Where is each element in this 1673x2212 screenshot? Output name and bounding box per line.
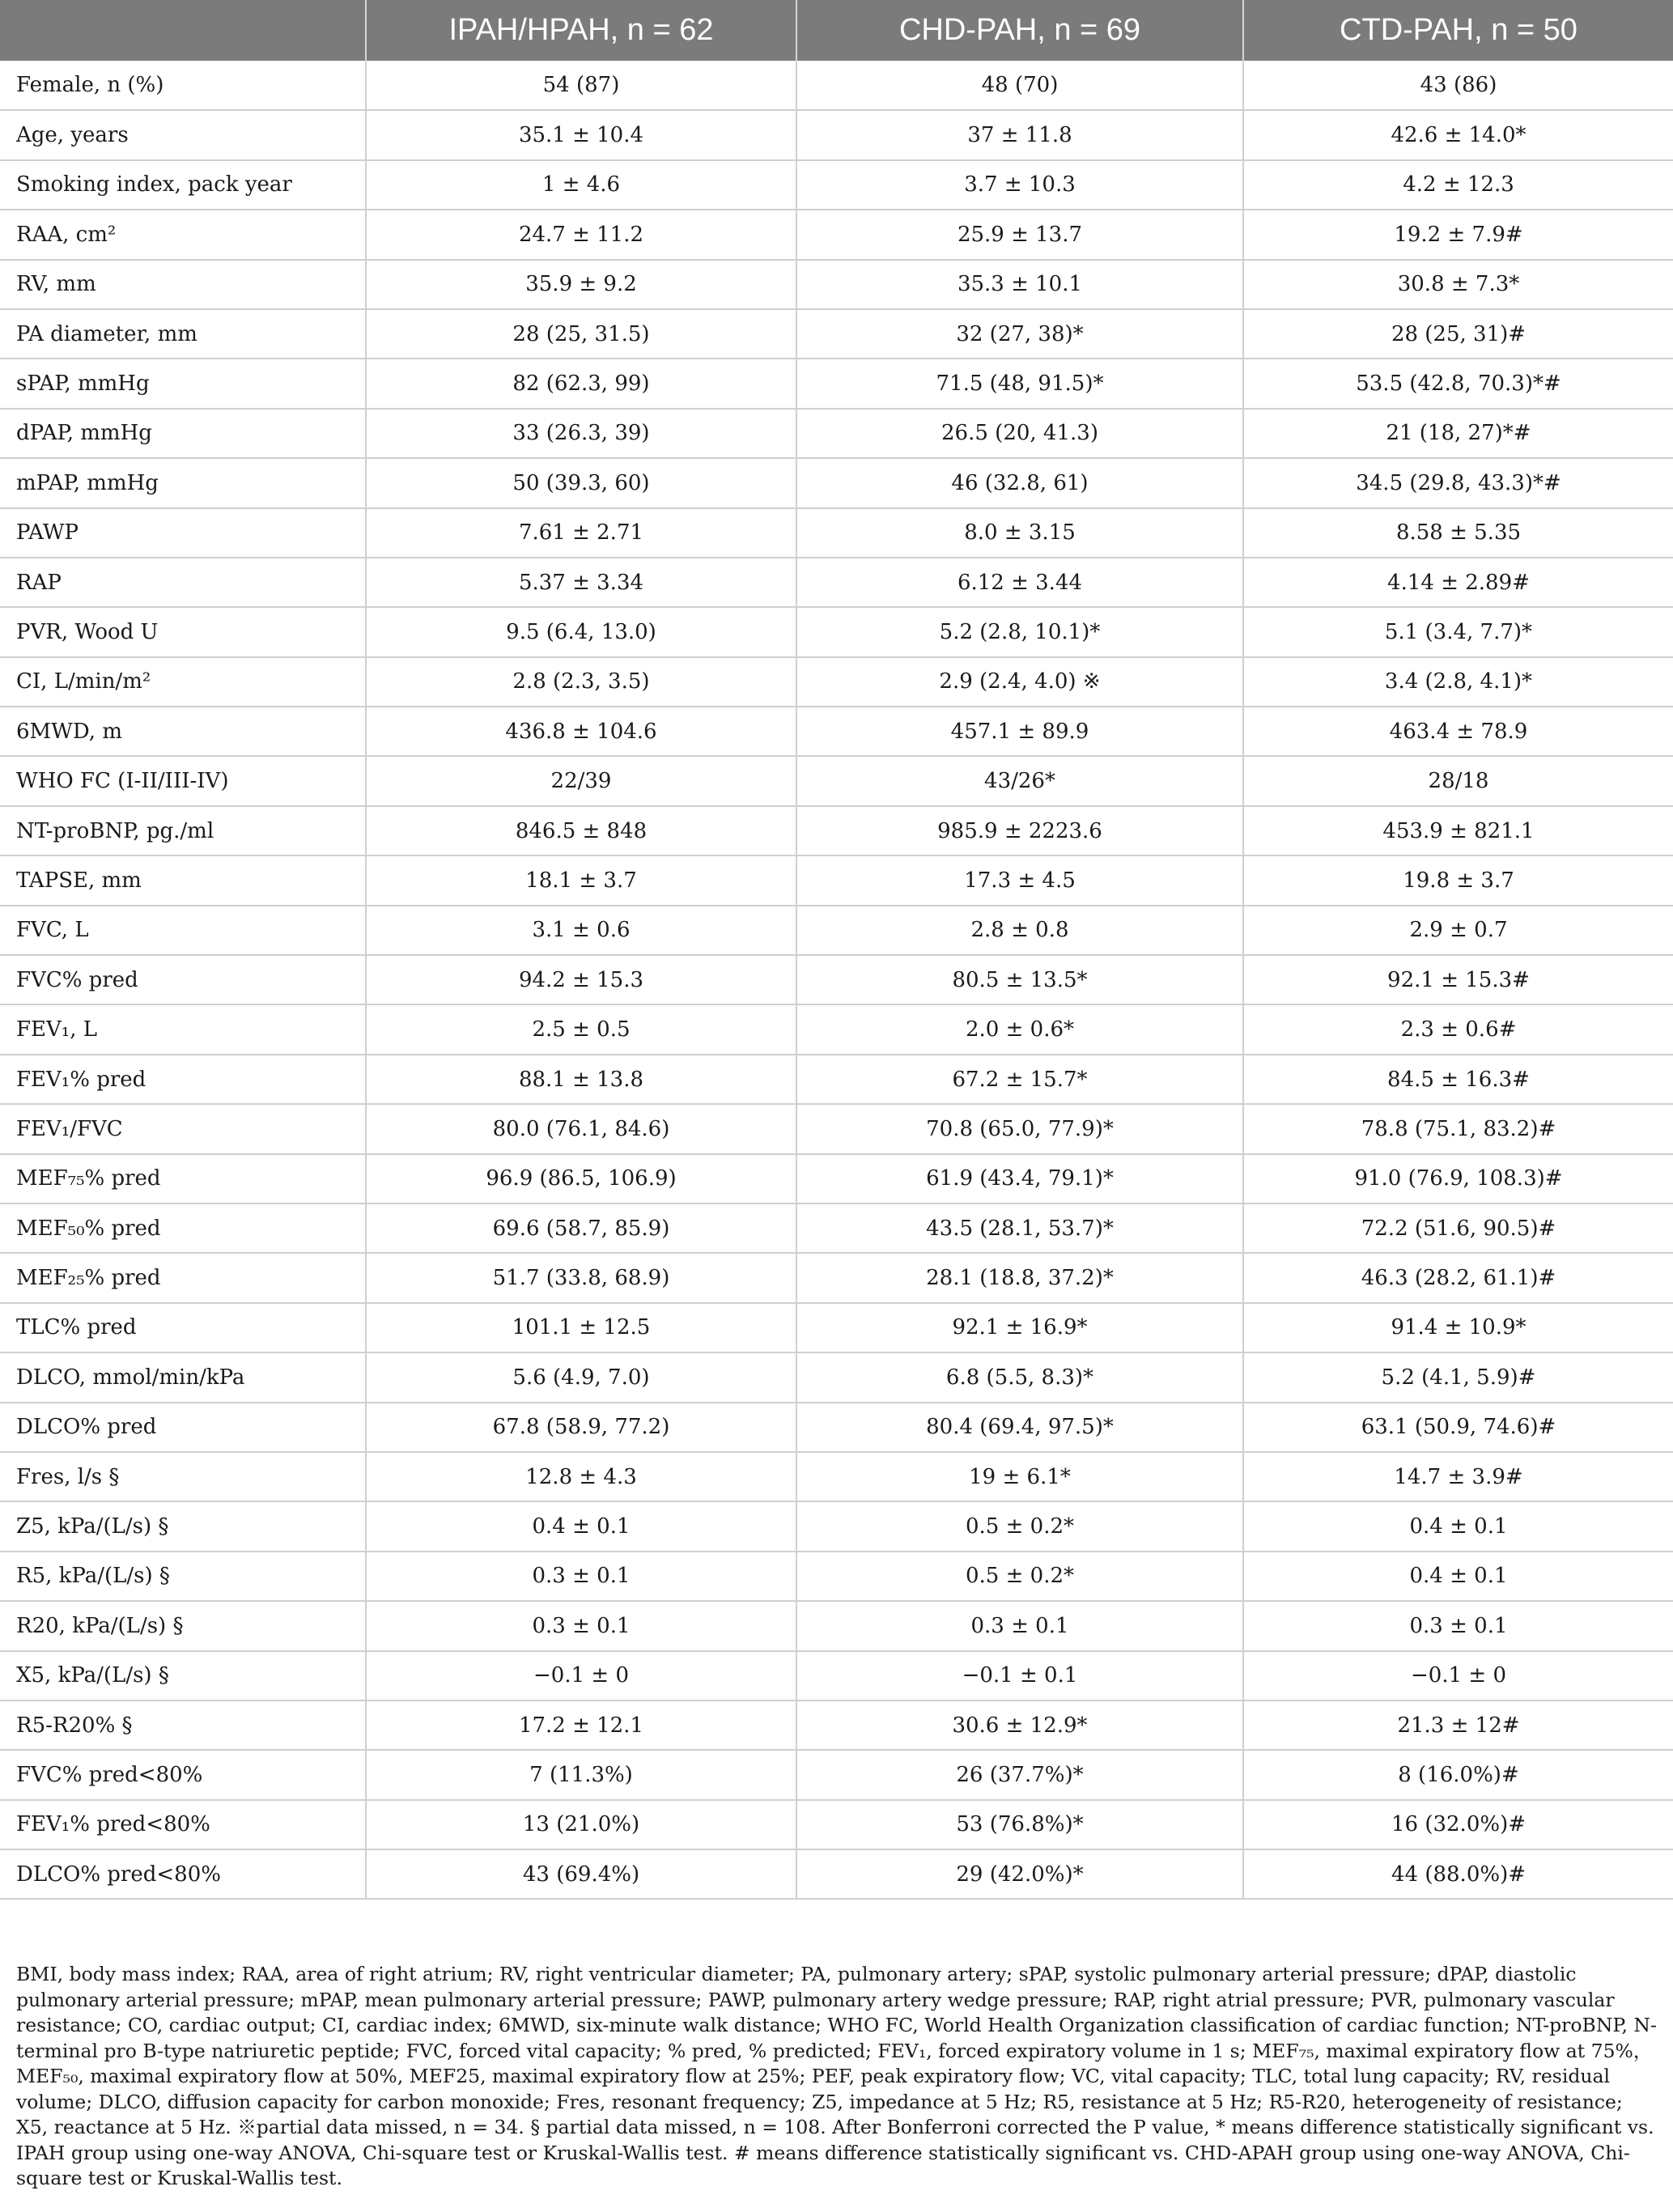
cell-ctd-pah: 19.2 ± 7.9# (1243, 210, 1673, 259)
table-row (0, 1303, 1673, 1352)
cell-ctd-pah: 84.5 ± 16.3# (1243, 1055, 1673, 1104)
cell-ipah-hpah: 5.6 (4.9, 7.0) (366, 1352, 796, 1402)
cell-ctd-pah: 44 (88.0%)# (1243, 1849, 1673, 1899)
cell-chd-pah: 80.5 ± 13.5* (796, 955, 1243, 1004)
row-label: DLCO% pred (0, 1403, 366, 1452)
cell-ctd-pah: 91.4 ± 10.9* (1243, 1303, 1673, 1352)
cell-ipah-hpah: 101.1 ± 12.5 (366, 1303, 796, 1352)
table-row (0, 1004, 1673, 1054)
cell-ipah-hpah: 846.5 ± 848 (366, 806, 796, 856)
row-label: TAPSE, mm (0, 856, 366, 905)
cell-ctd-pah: 46.3 (28.2, 61.1)# (1243, 1253, 1673, 1302)
cell-chd-pah: 30.6 ± 12.9* (796, 1700, 1243, 1750)
cell-ctd-pah: 14.7 ± 3.9# (1243, 1452, 1673, 1501)
table-row (0, 1700, 1673, 1750)
cell-chd-pah: 0.5 ± 0.2* (796, 1501, 1243, 1551)
cell-chd-pah: 67.2 ± 15.7* (796, 1055, 1243, 1104)
row-label: Age, years (0, 110, 366, 159)
row-label: FVC% pred<80% (0, 1750, 366, 1799)
cell-ctd-pah: 2.9 ± 0.7 (1243, 906, 1673, 955)
cell-ipah-hpah: 22/39 (366, 756, 796, 805)
table-row (0, 1800, 1673, 1849)
table-row (0, 458, 1673, 507)
row-label: CI, L/min/m² (0, 657, 366, 707)
cell-ctd-pah: 4.2 ± 12.3 (1243, 160, 1673, 210)
cell-ctd-pah: 0.4 ± 0.1 (1243, 1501, 1673, 1551)
cell-chd-pah: 35.3 ± 10.1 (796, 260, 1243, 309)
cell-chd-pah: 53 (76.8%)* (796, 1800, 1243, 1849)
cell-ipah-hpah: 13 (21.0%) (366, 1800, 796, 1849)
cell-chd-pah: 46 (32.8, 61) (796, 458, 1243, 507)
cell-chd-pah: 6.8 (5.5, 8.3)* (796, 1352, 1243, 1402)
cell-ipah-hpah: 5.37 ± 3.34 (366, 558, 796, 607)
table-row (0, 260, 1673, 309)
cell-ipah-hpah: 80.0 (76.1, 84.6) (366, 1104, 796, 1153)
row-label: Fres, l/s § (0, 1452, 366, 1501)
cell-ctd-pah: 30.8 ± 7.3* (1243, 260, 1673, 309)
cell-chd-pah: 92.1 ± 16.9* (796, 1303, 1243, 1352)
row-label: TLC% pred (0, 1303, 366, 1352)
cell-ipah-hpah: 43 (69.4%) (366, 1849, 796, 1899)
cell-ctd-pah: −0.1 ± 0 (1243, 1651, 1673, 1700)
cell-ipah-hpah: 33 (26.3, 39) (366, 409, 796, 458)
cell-ctd-pah: 28 (25, 31)# (1243, 309, 1673, 359)
row-label: MEF₅₀% pred (0, 1204, 366, 1253)
cell-ctd-pah: 2.3 ± 0.6# (1243, 1004, 1673, 1054)
row-label: X5, kPa/(L/s) § (0, 1651, 366, 1700)
table-row (0, 1154, 1673, 1204)
row-label: DLCO% pred<80% (0, 1849, 366, 1899)
row-label: NT-proBNP, pg./ml (0, 806, 366, 856)
cell-ctd-pah: 8 (16.0%)# (1243, 1750, 1673, 1799)
cell-chd-pah: 26 (37.7%)* (796, 1750, 1243, 1799)
cell-ipah-hpah: 3.1 ± 0.6 (366, 906, 796, 955)
cell-ipah-hpah: 24.7 ± 11.2 (366, 210, 796, 259)
cell-ctd-pah: 5.2 (4.1, 5.9)# (1243, 1352, 1673, 1402)
table-row (0, 657, 1673, 707)
cell-chd-pah: 26.5 (20, 41.3) (796, 409, 1243, 458)
table-row (0, 1403, 1673, 1452)
cell-chd-pah: 2.9 (2.4, 4.0) ※ (796, 657, 1243, 707)
row-label: RAA, cm² (0, 210, 366, 259)
row-label: FVC% pred (0, 955, 366, 1004)
cell-chd-pah: 2.8 ± 0.8 (796, 906, 1243, 955)
cell-ctd-pah: 453.9 ± 821.1 (1243, 806, 1673, 856)
header-ipah-hpah: IPAH/HPAH, n = 62 (366, 0, 796, 61)
table-row (0, 359, 1673, 408)
cell-ctd-pah: 92.1 ± 15.3# (1243, 955, 1673, 1004)
row-label: FEV₁/FVC (0, 1104, 366, 1153)
cell-ipah-hpah: 50 (39.3, 60) (366, 458, 796, 507)
cell-ctd-pah: 91.0 (76.9, 108.3)# (1243, 1154, 1673, 1204)
table-row (0, 707, 1673, 756)
table-row (0, 409, 1673, 458)
table-row (0, 607, 1673, 656)
cell-chd-pah: 25.9 ± 13.7 (796, 210, 1243, 259)
cell-chd-pah: 80.4 (69.4, 97.5)* (796, 1403, 1243, 1452)
row-label: MEF₂₅% pred (0, 1253, 366, 1302)
cell-ipah-hpah: 9.5 (6.4, 13.0) (366, 607, 796, 656)
row-label: MEF₇₅% pred (0, 1154, 366, 1204)
cell-chd-pah: 17.3 ± 4.5 (796, 856, 1243, 905)
cell-ipah-hpah: 2.8 (2.3, 3.5) (366, 657, 796, 707)
row-label: PA diameter, mm (0, 309, 366, 359)
row-label: FVC, L (0, 906, 366, 955)
header-row (0, 0, 1673, 61)
cell-ctd-pah: 78.8 (75.1, 83.2)# (1243, 1104, 1673, 1153)
cell-chd-pah: 28.1 (18.8, 37.2)* (796, 1253, 1243, 1302)
table-row (0, 61, 1673, 110)
cell-ipah-hpah: 54 (87) (366, 61, 796, 110)
table-row (0, 1452, 1673, 1501)
row-label: sPAP, mmHg (0, 359, 366, 408)
cell-ctd-pah: 16 (32.0%)# (1243, 1800, 1673, 1849)
cell-chd-pah: 5.2 (2.8, 10.1)* (796, 607, 1243, 656)
table-row (0, 1352, 1673, 1402)
cell-ctd-pah: 43 (86) (1243, 61, 1673, 110)
cell-chd-pah: 43/26* (796, 756, 1243, 805)
row-label: FEV₁, L (0, 1004, 366, 1054)
cell-chd-pah: 3.7 ± 10.3 (796, 160, 1243, 210)
cell-ctd-pah: 3.4 (2.8, 4.1)* (1243, 657, 1673, 707)
row-label: 6MWD, m (0, 707, 366, 756)
cell-chd-pah: 6.12 ± 3.44 (796, 558, 1243, 607)
cell-ipah-hpah: 12.8 ± 4.3 (366, 1452, 796, 1501)
row-label: RV, mm (0, 260, 366, 309)
cell-ctd-pah: 21.3 ± 12# (1243, 1700, 1673, 1750)
cell-ctd-pah: 34.5 (29.8, 43.3)*# (1243, 458, 1673, 507)
cell-ctd-pah: 72.2 (51.6, 90.5)# (1243, 1204, 1673, 1253)
cell-ipah-hpah: 0.3 ± 0.1 (366, 1552, 796, 1601)
row-label: PVR, Wood U (0, 607, 366, 656)
cell-chd-pah: 61.9 (43.4, 79.1)* (796, 1154, 1243, 1204)
cell-ctd-pah: 8.58 ± 5.35 (1243, 508, 1673, 558)
row-label: RAP (0, 558, 366, 607)
row-label: R5, kPa/(L/s) § (0, 1552, 366, 1601)
table-row (0, 309, 1673, 359)
cell-ipah-hpah: 67.8 (58.9, 77.2) (366, 1403, 796, 1452)
table-row (0, 955, 1673, 1004)
cell-ipah-hpah: 2.5 ± 0.5 (366, 1004, 796, 1054)
table-row (0, 1849, 1673, 1899)
cell-chd-pah: 8.0 ± 3.15 (796, 508, 1243, 558)
cell-ctd-pah: 5.1 (3.4, 7.7)* (1243, 607, 1673, 656)
cell-ctd-pah: 463.4 ± 78.9 (1243, 707, 1673, 756)
row-label: R5-R20% § (0, 1700, 366, 1750)
row-label: DLCO, mmol/min/kPa (0, 1352, 366, 1402)
cell-chd-pah: 0.3 ± 0.1 (796, 1601, 1243, 1650)
row-label: Smoking index, pack year (0, 160, 366, 210)
row-label: WHO FC (I-II/III-IV) (0, 756, 366, 805)
cell-chd-pah: −0.1 ± 0.1 (796, 1651, 1243, 1700)
cell-chd-pah: 19 ± 6.1* (796, 1452, 1243, 1501)
table-row (0, 1552, 1673, 1601)
row-label: Z5, kPa/(L/s) § (0, 1501, 366, 1551)
cell-chd-pah: 43.5 (28.1, 53.7)* (796, 1204, 1243, 1253)
cell-chd-pah: 37 ± 11.8 (796, 110, 1243, 159)
cell-chd-pah: 2.0 ± 0.6* (796, 1004, 1243, 1054)
cell-ctd-pah: 42.6 ± 14.0* (1243, 110, 1673, 159)
row-label: R20, kPa/(L/s) § (0, 1601, 366, 1650)
table-row (0, 1651, 1673, 1700)
table-row (0, 1750, 1673, 1799)
cell-ctd-pah: 28/18 (1243, 756, 1673, 805)
cell-chd-pah: 985.9 ± 2223.6 (796, 806, 1243, 856)
cell-ctd-pah: 63.1 (50.9, 74.6)# (1243, 1403, 1673, 1452)
table-row (0, 906, 1673, 955)
table-row (0, 756, 1673, 805)
table-row (0, 1055, 1673, 1104)
table-row (0, 160, 1673, 210)
table-row (0, 1501, 1673, 1551)
cell-ipah-hpah: 88.1 ± 13.8 (366, 1055, 796, 1104)
table-row (0, 806, 1673, 856)
cell-ipah-hpah: 82 (62.3, 99) (366, 359, 796, 408)
table-row (0, 110, 1673, 159)
cell-ctd-pah: 4.14 ± 2.89# (1243, 558, 1673, 607)
row-label: Female, n (%) (0, 61, 366, 110)
cell-ipah-hpah: 7 (11.3%) (366, 1750, 796, 1799)
cell-chd-pah: 70.8 (65.0, 77.9)* (796, 1104, 1243, 1153)
table-row (0, 1253, 1673, 1302)
header-ctd-pah: CTD-PAH, n = 50 (1243, 0, 1673, 61)
row-label: PAWP (0, 508, 366, 558)
table-row (0, 508, 1673, 558)
header-chd-pah: CHD-PAH, n = 69 (796, 0, 1243, 61)
cell-chd-pah: 0.5 ± 0.2* (796, 1552, 1243, 1601)
cell-ctd-pah: 53.5 (42.8, 70.3)*# (1243, 359, 1673, 408)
table-row (0, 1104, 1673, 1153)
cell-ipah-hpah: 28 (25, 31.5) (366, 309, 796, 359)
cell-ctd-pah: 19.8 ± 3.7 (1243, 856, 1673, 905)
cell-ipah-hpah: 1 ± 4.6 (366, 160, 796, 210)
cell-chd-pah: 48 (70) (796, 61, 1243, 110)
table-row (0, 558, 1673, 607)
cell-ipah-hpah: 18.1 ± 3.7 (366, 856, 796, 905)
row-label: dPAP, mmHg (0, 409, 366, 458)
table-row (0, 856, 1673, 905)
cell-ipah-hpah: 436.8 ± 104.6 (366, 707, 796, 756)
table-row (0, 1204, 1673, 1253)
row-label: mPAP, mmHg (0, 458, 366, 507)
table-footnote: BMI, body mass index; RAA, area of right atrium; RV, right ventricular diameter; PA, pulmonary artery; sPAP, systolic pulmonary arterial pressure; dPAP, diastolic pulmonary arterial pressure; mPAP, mean pulmonary arterial pressure; PAWP, pulmonary artery wedge pressure; RAP, right atrial pressure; PVR, pulmonary vascular resistance; CO, cardiac output; CI, cardiac index; 6MWD, six-minute walk distance; WHO FC, World Health Organization classification of cardiac function; NT-proBNP, N-terminal pro B-type natriuretic peptide; FVC, forced vital capacity; % pred, % predicted; FEV₁, forced expiratory volume in 1 s; MEF₇₅, maximal expiratory flow at 75%， MEF₅₀, maximal expiratory flow at 50%, MEF25, maximal expiratory flow at 25%; PEF, peak expiratory flow; VC, vital capacity; TLC, total lung capacity; RV, residual volume; DLCO, diffusion capacity for carbon monoxide; Fres, resonant frequency; Z5, impedance at 5 Hz; R5, resistance at 5 Hz; R5-R20, heterogeneity of resistance; X5, reactance at 5 Hz. ※partial data missed, n = 34. § partial data missed, n = 108. After Bonferroni corrected the P value, * means difference statistically significant vs. IPAH group using one-way ANOVA, Chi-square test or Kruskal-Wallis test. # means difference statistically significant vs. CHD-APAH group using one-way ANOVA, Chi-square test or Kruskal-Wallis test. (16, 1963, 1657, 2189)
cell-ipah-hpah: −0.1 ± 0 (366, 1651, 796, 1700)
cell-chd-pah: 32 (27, 38)* (796, 309, 1243, 359)
cell-ipah-hpah: 0.3 ± 0.1 (366, 1601, 796, 1650)
cell-ipah-hpah: 7.61 ± 2.71 (366, 508, 796, 558)
cell-chd-pah: 29 (42.0%)* (796, 1849, 1243, 1899)
cell-chd-pah: 457.1 ± 89.9 (796, 707, 1243, 756)
row-label: FEV₁% pred<80% (0, 1800, 366, 1849)
table-row (0, 210, 1673, 259)
cell-ctd-pah: 0.3 ± 0.1 (1243, 1601, 1673, 1650)
cell-ipah-hpah: 17.2 ± 12.1 (366, 1700, 796, 1750)
row-label: FEV₁% pred (0, 1055, 366, 1104)
cell-ipah-hpah: 96.9 (86.5, 106.9) (366, 1154, 796, 1204)
cell-ipah-hpah: 69.6 (58.7, 85.9) (366, 1204, 796, 1253)
table-row (0, 1601, 1673, 1650)
cell-ctd-pah: 21 (18, 27)*# (1243, 409, 1673, 458)
cell-chd-pah: 71.5 (48, 91.5)* (796, 359, 1243, 408)
cell-ipah-hpah: 35.1 ± 10.4 (366, 110, 796, 159)
header-variable (0, 0, 366, 61)
cell-ipah-hpah: 0.4 ± 0.1 (366, 1501, 796, 1551)
cell-ipah-hpah: 35.9 ± 9.2 (366, 260, 796, 309)
cell-ctd-pah: 0.4 ± 0.1 (1243, 1552, 1673, 1601)
cell-ipah-hpah: 94.2 ± 15.3 (366, 955, 796, 1004)
cell-ipah-hpah: 51.7 (33.8, 68.9) (366, 1253, 796, 1302)
